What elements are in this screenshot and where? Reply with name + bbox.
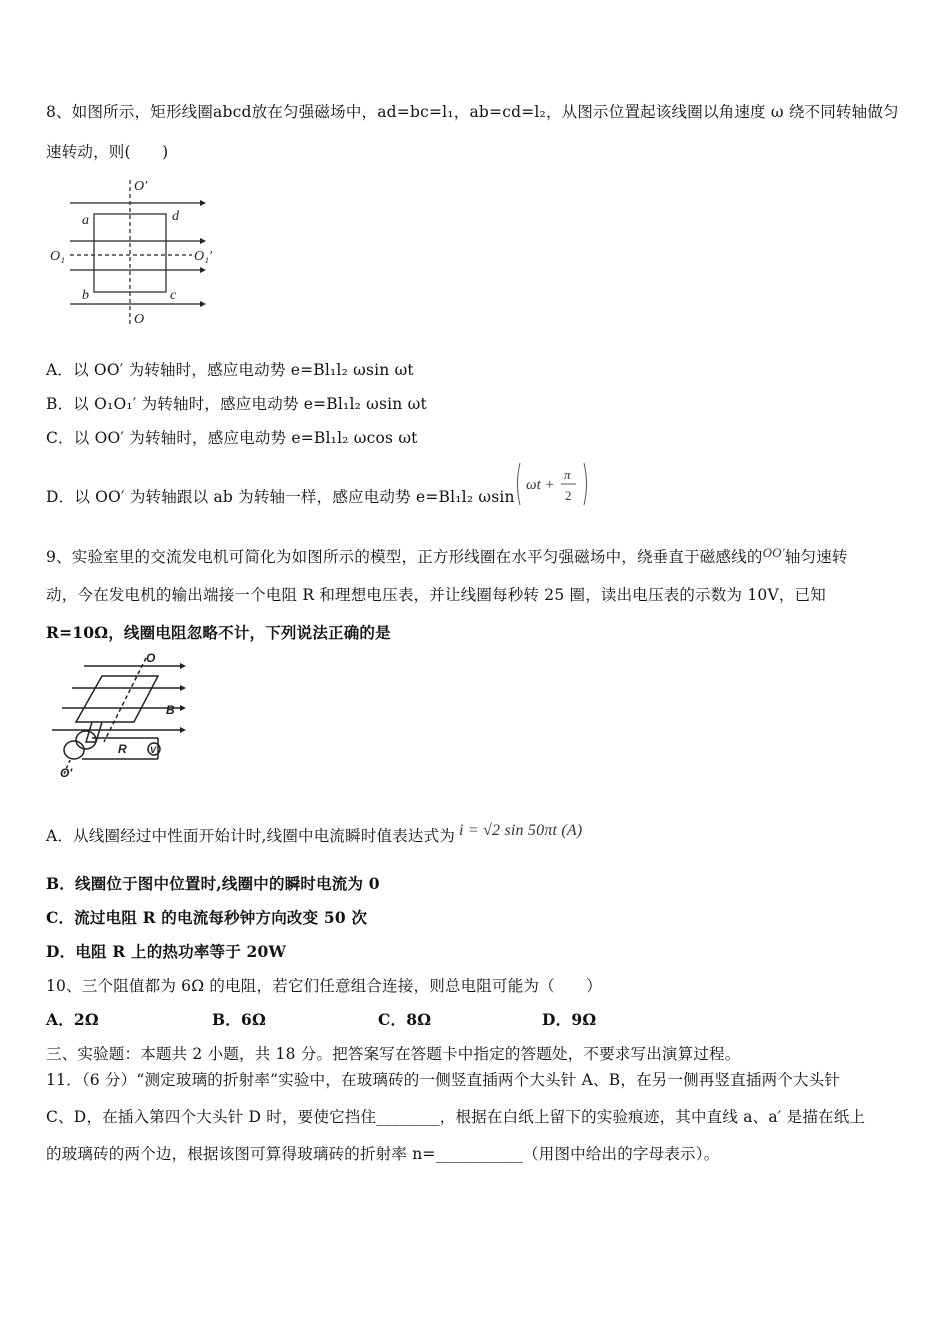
- q9-option-b: B．线圈位于图中位置时,线圈中的瞬时电流为 0: [46, 874, 380, 893]
- q8-stem-line2: 速转动，则( ): [46, 143, 169, 161]
- label-c: c: [170, 288, 177, 303]
- label-d: d: [172, 209, 179, 224]
- q9-option-a: [46, 822, 582, 846]
- q11-line2: C、D，在插入第四个大头针 D 时，要使它挡住________，根据在白纸上留下的实验痕迹，其中直线 a、a′ 是描在纸上: [46, 1108, 866, 1126]
- q10-stem: 10、三个阻值都为 6Ω 的电阻，若它们任意组合连接，则总电阻可能为（ ）: [46, 977, 602, 995]
- q8-option-d-text: D．以 OO′ 为转轴跟以 ab 为转轴一样，感应电动势 e=Bl₁l₂ ωsin: [46, 488, 515, 506]
- q10-option-a: A．2Ω: [46, 1010, 99, 1029]
- q9-option-c: C．流过电阻 R 的电流每秒钟方向改变 50 次: [46, 908, 368, 927]
- q11-line3: 的玻璃砖的两个边，根据该图可算得玻璃砖的折射率 n=___________（用图中给出的字母表示）。: [46, 1145, 720, 1163]
- q10-option-c: C．8Ω: [378, 1010, 432, 1029]
- label-a: a: [82, 213, 89, 228]
- label-o1: O₁: [50, 249, 65, 264]
- q9-line2: 动，今在发电机的输出端接一个电阻 R 和理想电压表，并让线圈每秒转 25 圈，读出电压表的示数为 10V，已知: [46, 586, 826, 604]
- q10-option-d: D．9Ω: [542, 1010, 597, 1029]
- q9-label-b: B: [166, 703, 175, 717]
- q9-generator-figure: [46, 650, 196, 780]
- q8-option-d: [46, 485, 515, 507]
- q8-option-a: A．以 OO′ 为转轴时，感应电动势 e=Bl₁l₂ ωsin ωt: [46, 361, 414, 379]
- q9-line3: R=10Ω，线圈电阻忽略不计，下列说法正确的是: [46, 623, 391, 642]
- q10-option-b: B．6Ω: [212, 1010, 266, 1029]
- label-o-prime: O′: [134, 179, 148, 194]
- q8-option-c: C．以 OO′ 为转轴时，感应电动势 e=Bl₁l₂ ωcos ωt: [46, 429, 418, 447]
- q8-coil-figure: [46, 172, 226, 332]
- q9-option-d: D．电阻 R 上的热功率等于 20W: [46, 942, 287, 961]
- q9-line1: [46, 545, 848, 567]
- label-b: b: [82, 288, 89, 303]
- label-o: O: [134, 312, 145, 327]
- section3-heading: 三、实验题：本题共 2 小题，共 18 分。把答案写在答题卡中指定的答题处，不要求写出演算过程。: [46, 1045, 741, 1063]
- formula-num: π: [564, 467, 571, 482]
- q9-label-v: V: [150, 745, 157, 755]
- label-o1-prime: O₁′: [194, 249, 213, 264]
- q8-option-d-formula: [514, 460, 590, 508]
- q9-option-a-formula: i = √2 sin 50πt (A): [459, 822, 583, 839]
- q9-label-o-prime: O′: [60, 766, 73, 780]
- q11-line1: 11．（6 分）“测定玻璃的折射率”实验中，在玻璃砖的一侧竖直插两个大头针 A、B，在另一侧再竖直插两个大头针: [46, 1071, 841, 1089]
- q9-line1-tail: 轴匀速转: [784, 548, 848, 566]
- q8-stem-line1: 8、如图所示，矩形线圈abcd放在匀强磁场中，ad=bc=l₁，ab=cd=l₂，从图示位置起该线圈以角速度 ω 绕不同转轴做匀: [46, 103, 899, 121]
- q9-option-a-text: A．从线圈经过中性面开始计时,线圈中电流瞬时值表达式为: [46, 827, 456, 845]
- q9-label-r: R: [118, 742, 127, 756]
- q9-label-o: O: [146, 651, 156, 665]
- formula-den: 2: [565, 488, 572, 503]
- formula-lhs: ωt +: [526, 477, 555, 493]
- q9-axis: OO′: [762, 545, 785, 560]
- q9-line1-text: 9、实验室里的交流发电机可简化为如图所示的模型，正方形线圈在水平匀强磁场中，绕垂直于磁感线的: [46, 548, 763, 566]
- q8-option-b: B．以 O₁O₁′ 为转轴时，感应电动势 e=Bl₁l₂ ωsin ωt: [46, 395, 427, 413]
